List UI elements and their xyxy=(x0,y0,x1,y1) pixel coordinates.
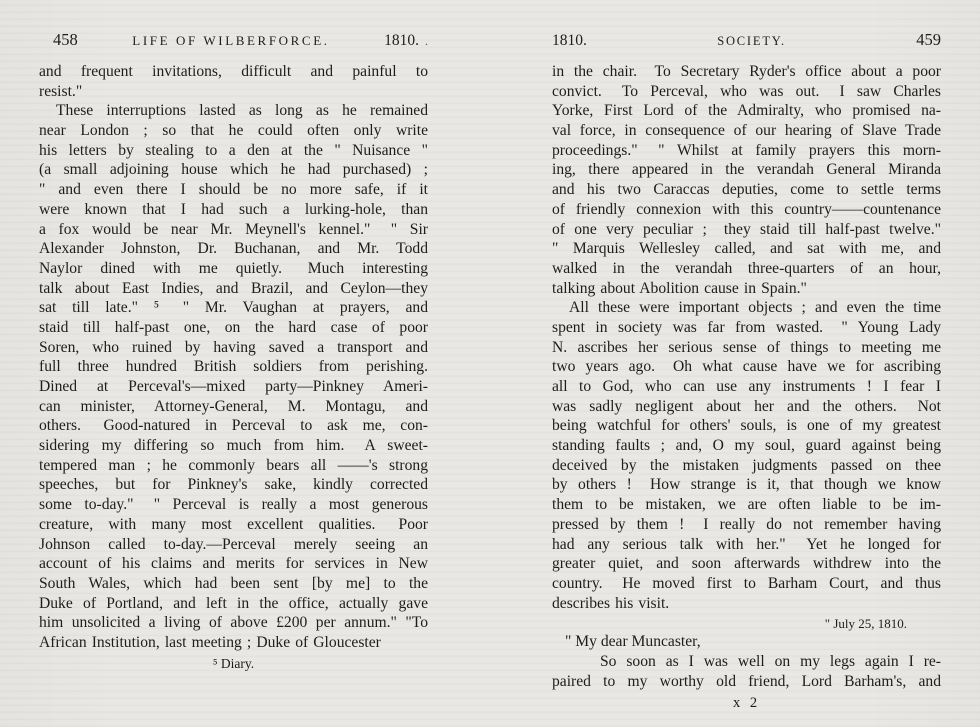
footnote: ⁵ Diary. xyxy=(212,655,255,671)
body-line: greater quiet, and soon afterwards withdrew into the xyxy=(552,555,941,573)
body-line: Yorke, First Lord of the Admiralty, who promised na- xyxy=(552,102,941,120)
scan-artifact-dot: . xyxy=(425,34,428,48)
body-line: convict. To Perceval, who was out. I saw Charles xyxy=(552,82,941,100)
body-line: All these were important objects ; and even the time xyxy=(569,299,941,317)
right-page-body xyxy=(552,62,941,613)
left-page xyxy=(39,30,428,672)
body-line: standing faults ; and, O my soul, guard against being xyxy=(552,437,941,455)
left-page-header xyxy=(39,30,428,49)
body-line: talk about East Indies, and Brazil, and Ceylon—they xyxy=(39,279,428,297)
left-running-title: LIFE OF WILBERFORCE. xyxy=(132,33,330,48)
body-line: staid till half-past one, on the hard case of poor xyxy=(39,318,428,336)
letter-line: So soon as I was well on my legs again I re- xyxy=(600,652,941,670)
body-line: Johnson called to-day.—Perceval merely seeing an xyxy=(39,535,428,553)
body-line: can minister, Attorney-General, M. Montagu, and xyxy=(39,397,428,415)
body-line: were known that I had such a lurking-hole, than xyxy=(39,200,428,218)
body-line: describes his visit. xyxy=(552,594,670,612)
letter-body xyxy=(552,652,941,691)
body-line: South Wales, which had been sent [by me] to the xyxy=(39,574,428,592)
body-line: two years ago. Oh what cause have we for ascribing xyxy=(552,358,941,376)
body-line: pressed by them ! I really do not remember having xyxy=(552,515,941,533)
body-line: " and even there I should be no more safe, if it xyxy=(39,181,428,199)
body-line: Alexander Johnston, Dr. Buchanan, and Mr. Todd xyxy=(39,240,428,258)
letter-line: paired to my worthy old friend, Lord Barham's, and xyxy=(552,672,941,690)
left-page-number: 458 xyxy=(53,30,78,49)
body-line: Dined at Perceval's—mixed party—Pinkney Ameri- xyxy=(39,378,428,395)
body-line: and his two Caraccas deputies, come to settle terms xyxy=(552,181,941,199)
body-line: by others ! How strange is it, that though we know xyxy=(552,476,941,494)
body-line: country. He moved first to Barham Court, and thus xyxy=(552,574,941,592)
right-header-year: 1810. xyxy=(552,32,587,49)
body-line: had any serious talk with her." Yet he longed for xyxy=(552,535,941,553)
body-line: some to-day." " Perceval is really a most generous xyxy=(39,496,428,514)
body-line: African Institution, last meeting ; Duke of Gloucester xyxy=(39,633,381,651)
body-line: sidering my differing so much from him. A sweet- xyxy=(39,437,428,455)
body-line: (a small adjoining house which he had purchased) ; xyxy=(39,161,428,179)
body-line: Duke of Portland, and left in the office, actually gave xyxy=(39,594,428,612)
body-line: These interruptions lasted as long as he remained xyxy=(56,102,428,120)
body-line: ing, there appeared in the verandah General Miranda xyxy=(552,161,941,179)
body-line: walked in the verandah three-quarters of an hour, xyxy=(552,259,941,277)
body-line: them to be mistaken, we are often liable to be im- xyxy=(552,496,941,514)
body-line: and frequent invitations, difficult and painful to xyxy=(39,63,428,80)
body-line: of friendly connexion with this country——countenance xyxy=(552,200,941,218)
body-line: proceedings." " Whilst at family prayers this morn- xyxy=(552,141,941,159)
body-line: a fox would be near Mr. Meynell's kennel." " Sir xyxy=(39,220,428,238)
letter-salutation: " My dear Muncaster, xyxy=(565,633,701,651)
body-line: " Marquis Wellesley called, and sat with me, and xyxy=(552,240,941,258)
body-line: full three hundred British soldiers from perishing. xyxy=(39,358,428,376)
body-line: creature, with many most excellent qualities. Poor xyxy=(39,515,428,533)
right-page-number: 459 xyxy=(916,30,941,49)
body-line: near London ; so that he could often only write xyxy=(39,122,428,140)
body-line: val force, in consequence of our hearing of Slave Trade xyxy=(552,122,941,140)
body-line: resist." xyxy=(39,82,83,100)
body-line: in the chair. To Secretary Ryder's office about a poor xyxy=(552,63,941,80)
body-line: him unsolicited a living of above £200 per annum." "To xyxy=(39,614,428,632)
body-line: being watchful for others' souls, is one of my greatest xyxy=(552,417,941,435)
body-line: all to God, who can use any instruments ! I fear I xyxy=(552,378,941,395)
body-line: sat till late." ⁵ " Mr. Vaughan at prayers, and xyxy=(39,299,428,317)
body-line: of one very peculiar ; they staid till half-past twelve." xyxy=(552,220,941,238)
body-line: deceived by the mistaken judgments passed on thee xyxy=(552,456,941,474)
letter-dateline: " July 25, 1810. xyxy=(824,616,907,632)
body-line: was sadly negligent about her and the others. Not xyxy=(552,397,941,415)
body-line: Naylor dined with me quietly. Much interesting xyxy=(39,259,428,277)
body-line: spent in society was far from wasted. " Young Lady xyxy=(552,318,941,336)
body-line: his letters by stealing to a den at the " Nuisance " xyxy=(39,141,428,159)
right-running-title: SOCIETY. xyxy=(717,34,786,48)
signature-mark: x 2 xyxy=(732,695,761,712)
left-header-year-group xyxy=(384,32,428,50)
body-line: others. Good-natured in Perceval to ask me, con- xyxy=(39,417,428,435)
body-line: account of his claims and merits for services in New xyxy=(39,555,428,573)
right-page xyxy=(552,30,941,712)
body-line: Soren, who ruined by having saved a transport and xyxy=(39,338,428,356)
left-page-body xyxy=(39,62,428,653)
body-line: talking about Abolition cause in Spain." xyxy=(552,279,807,297)
body-line: N. ascribes her serious sense of things to meeting me xyxy=(552,338,941,356)
body-line: tempered man ; he commonly bears all ——'s strong xyxy=(39,456,428,474)
right-page-header xyxy=(552,30,941,49)
left-header-year: 1810. xyxy=(384,32,419,49)
body-line: speeches, but for Pinkney's sake, kindly corrected xyxy=(39,476,428,494)
